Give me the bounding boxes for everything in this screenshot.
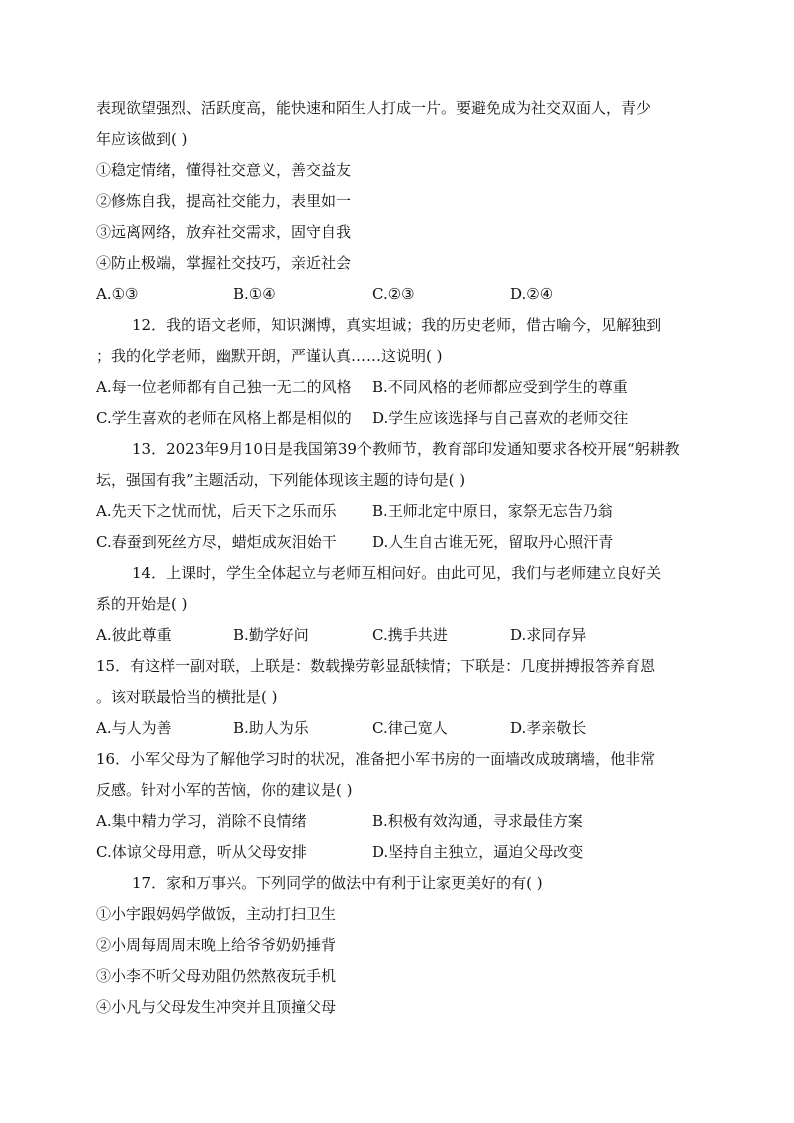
q16-stem-line-2: 反感。针对小军的苦恼，你的建议是( ) xyxy=(96,781,353,799)
q11-option-c: C.②③ xyxy=(372,285,415,303)
q17-statement-1: ①小宇跟妈妈学做饭，主动打扫卫生 xyxy=(96,905,337,923)
q12-option-a: A.每一位老师都有自己独一无二的风格 xyxy=(96,378,352,396)
q17-statement-4: ④小凡与父母发生冲突并且顶撞父母 xyxy=(96,998,337,1016)
q13-option-a: A.先天下之忧而忧，后天下之乐而乐 xyxy=(96,502,337,520)
q15-option-d: D.孝亲敬长 xyxy=(510,719,587,737)
q11-stem-line-2: 年应该做到( ) xyxy=(96,130,188,148)
q11-stem-line-1: 表现欲望强烈、活跃度高，能快速和陌生人打成一片。要避免成为社交双面人，青少 xyxy=(96,99,652,117)
q16-option-d: D.坚持自主独立，逼迫父母改变 xyxy=(372,843,584,861)
q11-statement-4: ④防止极端，掌握社交技巧，亲近社会 xyxy=(96,254,352,272)
q13-stem-line-1: 13．2023年9月10日是我国第39个教师节，教育部印发通知要求各校开展“躬耕教 xyxy=(132,440,680,458)
q16-option-c: C.体谅父母用意，听从父母安排 xyxy=(96,843,307,861)
q12-stem-line-1: 12．我的语文老师，知识渊博，真实坦诚；我的历史老师，借古喻今，见解独到 xyxy=(132,316,662,334)
q15-stem-line-2: 。该对联最恰当的横批是( ) xyxy=(96,688,278,706)
q11-statement-2: ②修炼自我，提高社交能力，表里如一 xyxy=(96,192,352,210)
q17-statement-2: ②小周每周周末晚上给爷爷奶奶捶背 xyxy=(96,936,337,954)
q16-stem-line-1: 16．小军父母为了解他学习时的状况，准备把小军书房的一面墙改成玻璃墙，他非常 xyxy=(96,750,656,768)
q14-stem-line-2: 系的开始是( ) xyxy=(96,595,188,613)
q13-option-c: C.春蚕到死丝方尽，蜡炬成灰泪始干 xyxy=(96,533,337,551)
q14-stem-line-1: 14．上课时，学生全体起立与老师互相问好。由此可见，我们与老师建立良好关 xyxy=(132,564,662,582)
q12-option-b: B.不同风格的老师都应受到学生的尊重 xyxy=(372,378,628,396)
q14-option-a: A.彼此尊重 xyxy=(96,626,172,644)
q12-option-c: C.学生喜欢的老师在风格上都是相似的 xyxy=(96,409,352,427)
q12-option-d: D.学生应该选择与自己喜欢的老师交往 xyxy=(372,409,629,427)
q11-option-b: B.①④ xyxy=(233,285,276,303)
q14-option-b: B.勤学好问 xyxy=(233,626,309,644)
q11-option-a: A.①③ xyxy=(96,285,139,303)
q16-option-a: A.集中精力学习，消除不良情绪 xyxy=(96,812,307,830)
q11-statement-3: ③远离网络，放弃社交需求，固守自我 xyxy=(96,223,352,241)
q15-stem-line-1: 15．有这样一副对联，上联是：数载操劳彰显舐犊情；下联是：几度拼搏报答养育恩 xyxy=(96,657,656,675)
q13-stem-line-2: 坛，强国有我”主题活动，下列能体现该主题的诗句是( ) xyxy=(96,471,466,489)
q16-option-b: B.积极有效沟通，寻求最佳方案 xyxy=(372,812,583,830)
q15-option-b: B.助人为乐 xyxy=(233,719,309,737)
q11-statement-1: ①稳定情绪，懂得社交意义，善交益友 xyxy=(96,161,352,179)
q14-option-d: D.求同存异 xyxy=(510,626,587,644)
q13-option-b: B.王师北定中原日，家祭无忘告乃翁 xyxy=(372,502,613,520)
q14-option-c: C.携手共进 xyxy=(372,626,448,644)
q11-option-d: D.②④ xyxy=(510,285,554,303)
q17-statement-3: ③小李不听父母劝阻仍然熬夜玩手机 xyxy=(96,967,337,985)
q12-stem-line-2: ；我的化学老师，幽默开朗，严谨认真……这说明( ) xyxy=(96,347,443,365)
q15-option-a: A.与人为善 xyxy=(96,719,172,737)
q15-option-c: C.律己宽人 xyxy=(372,719,448,737)
q17-stem-line-1: 17．家和万事兴。下列同学的做法中有利于让家更美好的有( ) xyxy=(132,874,543,892)
q13-option-d: D.人生自古谁无死，留取丹心照汗青 xyxy=(372,533,614,551)
